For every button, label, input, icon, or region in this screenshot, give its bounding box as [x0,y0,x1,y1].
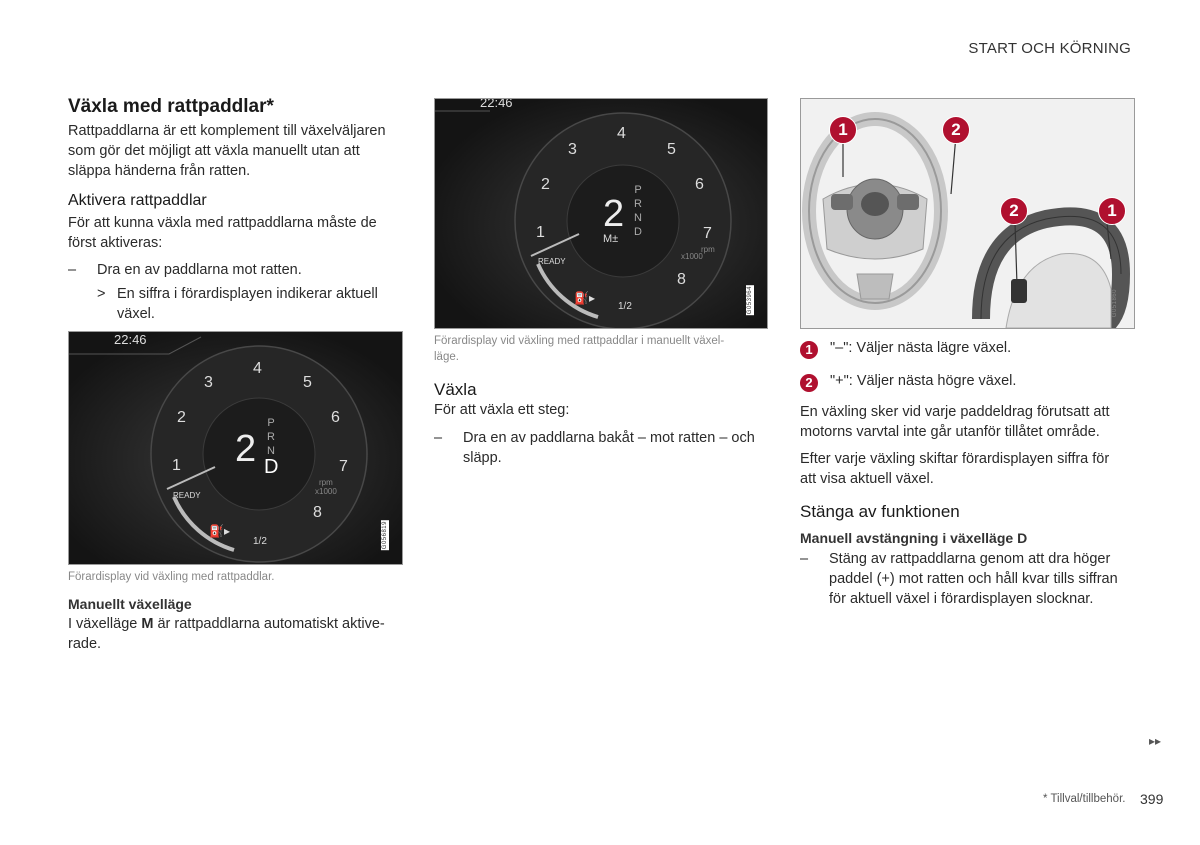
half-label: 1/2 [618,301,632,312]
manual-paragraph: I växelläge M är rattpaddlarna automatiskt aktive- rade. [68,616,385,652]
tick-7: 7 [339,458,348,475]
step-text: Dra en av paddlarna mot ratten. [97,262,302,278]
rpm-multiplier: x1000 [681,252,703,261]
tick-2: 2 [177,409,186,426]
tick-8: 8 [677,271,686,288]
section-header: START OCH KÖRNING [968,40,1131,57]
dash-marker: – [434,430,443,446]
tick-8: 8 [313,504,322,521]
figure-caption: Förardisplay vid växling med rattpaddlar i manuellt växel- läge. [434,335,725,363]
figure-code: G053964 [747,286,753,315]
intro-paragraph: Rattpaddlarna är ett komplement till växelväljaren som gör det möjligt att växla manuellt utan att släppa händerna från ratten. [68,123,386,179]
legend-number-2: 2 [800,374,818,392]
gear-indicator: P R N D [634,184,642,238]
activate-paragraph: För att kunna växla med rattpaddlarna måste de först aktiveras: [68,215,377,251]
tick-6: 6 [695,176,704,193]
result-item: > En siffra i förardisplayen indikerar aktuell växel. [97,286,378,322]
rpm-label: rpm [701,245,715,254]
callout-2: 2 [942,116,970,144]
legend-number-1: 1 [800,341,818,359]
tick-7: 7 [703,225,712,242]
legend-item [800,371,1140,393]
current-gear: 2 [603,193,625,235]
figure-code: G056819 [382,521,388,550]
tick-1: 1 [536,224,545,241]
result-marker: > [97,286,106,302]
figure-code: G051860 [1112,289,1118,318]
continue-icon: ▸▸ [1149,734,1162,748]
shift-paragraph: För att växla ett steg: [434,402,570,418]
tick-5: 5 [667,141,676,158]
fuel-icon: ⛽▸ [574,291,595,305]
shift-heading: Växla [434,380,477,399]
tick-2: 2 [541,176,550,193]
activate-heading: Aktivera rattpaddlar [68,192,207,209]
tick-5: 5 [303,374,312,391]
rpm-multiplier: x1000 [315,487,337,496]
gear-indicator: P R N D [264,417,279,478]
turn-off-step: – Stäng av rattpaddlarna genom att dra höger paddel (+) mot ratten och håll kvar tills siffran för aktuell växel i förardisplayen slocknar. [800,551,1118,607]
page-number: 399 [1140,791,1164,807]
tick-6: 6 [331,409,340,426]
driver-display-figure [68,331,403,565]
shift-condition-paragraph: En växling sker vid varje paddeldrag förutsatt att motorns varvtal inte går utanför tillåtet område. [800,404,1110,440]
manual-off-subheading: Manuell avstängning i växelläge D [800,530,1028,546]
tick-4: 4 [253,360,262,377]
shift-step: – Dra en av paddlarna bakåt – mot ratten – och släpp. [434,430,755,466]
display-paragraph: Efter varje växling skiftar förardisplayen siffra för att visa aktuell växel. [800,451,1110,487]
figure-caption: Förardisplay vid växling med rattpaddlar. [68,571,275,583]
clock: 22:46 [480,98,513,110]
ready-indicator: READY [173,491,201,500]
clock: 22:46 [114,332,147,347]
current-gear: 2 [235,428,257,470]
turn-off-heading: Stänga av funktionen [800,502,960,521]
step-item [68,260,408,280]
callout-2: 2 [1000,197,1028,225]
half-label: 1/2 [253,536,267,547]
callout-1: 1 [1098,197,1126,225]
tick-3: 3 [568,141,577,158]
driver-display-manual-figure [434,98,768,329]
manual-heading: Manuellt växelläge [68,596,192,612]
legend-text: "+": Väljer nästa högre växel. [830,373,1017,389]
legend-text: "–": Väljer nästa lägre växel. [830,340,1012,356]
steering-wheel-figure [800,98,1135,329]
ready-indicator: READY [538,257,566,266]
footnote: * Tillval/tillbehör. [1043,793,1126,805]
tick-1: 1 [172,457,181,474]
dash-marker: – [800,551,809,567]
dash-marker: – [68,262,77,278]
fuel-icon: ⛽▸ [209,524,230,538]
callout-1: 1 [829,116,857,144]
manual-mode-indicator: M± [603,233,619,245]
tick-4: 4 [617,125,626,142]
rpm-label: rpm [319,478,333,487]
page-title: Växla med rattpaddlar* [68,96,274,117]
legend-item [800,338,1140,360]
tick-3: 3 [204,374,213,391]
